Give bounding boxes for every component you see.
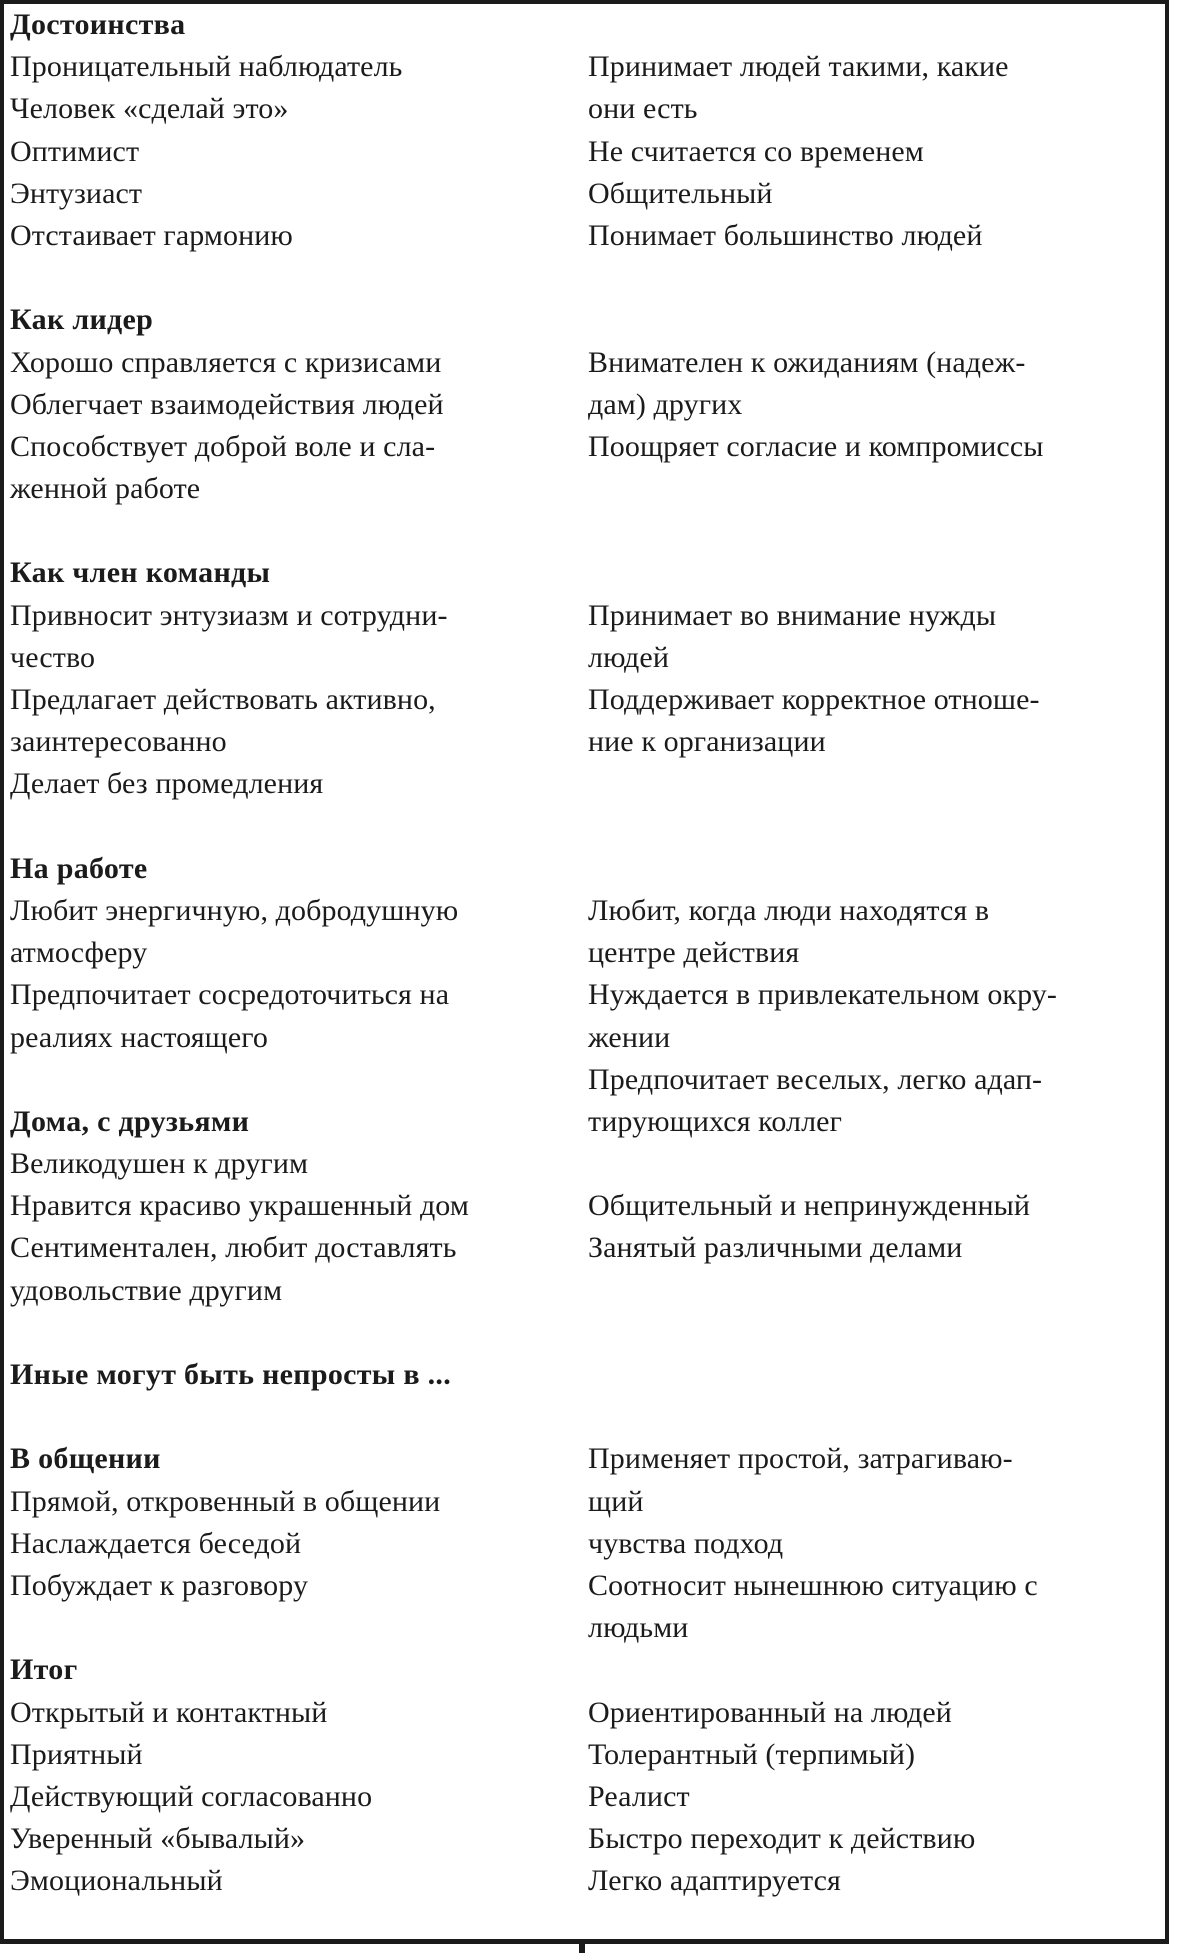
text-line-left-25: реалиях настоящего	[10, 1020, 268, 1054]
text-line-right-13	[588, 510, 1163, 552]
text-line-right-22: Любит, когда люди находятся в	[588, 893, 990, 927]
text-line-left-31: удовольствие другим	[10, 1273, 283, 1307]
text-line-right-14	[588, 552, 1163, 594]
text-line-left-30: Сентиментален, любит доставлять	[10, 1231, 457, 1265]
text-line-left-27: Дома, с друзьями	[10, 1104, 250, 1138]
text-line-right-16: людей	[588, 640, 669, 674]
text-line-right-4: Не считается со временем	[588, 134, 924, 168]
text-line-left-13	[10, 510, 585, 552]
text-line-left-40: Итог	[10, 1653, 78, 1687]
text-line-left-34	[10, 1396, 585, 1438]
text-line-right-27: тирующихся коллег	[588, 1104, 843, 1138]
text-line-right-7	[588, 257, 1163, 299]
text-line-right-39: людьми	[588, 1611, 689, 1645]
text-line-left-33: Иные могут быть непросты в ...	[10, 1358, 452, 1391]
text-line-left-20	[10, 806, 585, 848]
text-line-right-20	[588, 806, 1163, 848]
text-line-right-28	[588, 1143, 1163, 1185]
text-line-right-26: Предпочитает веселых, легко адап-	[588, 1062, 1043, 1096]
text-line-right-1	[588, 4, 1163, 46]
text-line-left-1: Достоинства	[10, 8, 186, 41]
text-line-left-2: Проницательный наблюдатель	[10, 50, 403, 84]
text-line-left-11: Способствует доброй воле и сла-	[10, 429, 436, 463]
text-line-right-44: Быстро переходит к действию	[588, 1822, 976, 1856]
left-column	[10, 4, 585, 1902]
text-line-left-35: В общении	[10, 1442, 161, 1476]
text-line-left-19: Делает без промедления	[10, 767, 324, 801]
text-line-right-25: жении	[588, 1020, 671, 1054]
text-line-right-35: Применяет простой, затрагиваю-	[588, 1442, 1013, 1476]
text-line-right-8	[588, 299, 1163, 341]
right-column	[588, 4, 1163, 1902]
text-line-right-31	[588, 1270, 1163, 1312]
text-line-left-29: Нравится красиво украшенный дом	[10, 1189, 469, 1223]
text-line-left-44: Уверенный «бывалый»	[10, 1822, 306, 1856]
text-line-left-21: На работе	[10, 851, 148, 885]
text-line-left-4: Оптимист	[10, 134, 140, 168]
text-line-left-7	[10, 257, 585, 299]
text-line-right-3: они есть	[588, 92, 698, 126]
text-line-left-32	[10, 1312, 585, 1354]
text-line-left-38: Побуждает к разговору	[10, 1568, 309, 1602]
text-line-right-17: Поддерживает корректное отноше-	[588, 683, 1040, 716]
text-line-left-22: Любит энергичную, добродушную	[10, 893, 459, 927]
text-line-right-38: Соотносит нынешнюю ситуацию с	[588, 1568, 1038, 1602]
text-line-right-24: Нуждается в привлекательном окру-	[588, 978, 1057, 1012]
text-line-right-40	[588, 1649, 1163, 1691]
text-line-right-9: Внимателен к ожиданиям (надеж-	[588, 345, 1026, 379]
text-line-right-12	[588, 468, 1163, 510]
text-line-right-5: Общительный	[588, 176, 773, 210]
text-line-left-17: Предлагает действовать активно,	[10, 683, 436, 716]
text-line-left-6: Отстаивает гармонию	[10, 218, 293, 252]
text-line-left-16: чество	[10, 640, 96, 674]
text-line-left-41: Открытый и контактный	[10, 1695, 328, 1729]
text-line-left-45: Эмоциональный	[10, 1864, 223, 1898]
text-line-left-23: атмосферу	[10, 936, 148, 970]
text-line-left-5: Энтузиаст	[10, 176, 143, 210]
text-line-left-43: Действующий согласованно	[10, 1779, 373, 1813]
text-line-left-14: Как член команды	[10, 556, 271, 590]
text-line-right-6: Понимает большинство людей	[588, 218, 983, 252]
text-line-right-33	[588, 1354, 1163, 1396]
text-line-right-45: Легко адаптируется	[588, 1864, 841, 1898]
text-line-right-21	[588, 848, 1163, 890]
text-line-right-18: ние к организации	[588, 725, 826, 759]
text-line-right-19	[588, 763, 1163, 805]
text-line-right-32	[588, 1312, 1163, 1354]
text-line-left-28: Великодушен к другим	[10, 1147, 309, 1181]
text-line-right-23: центре действия	[588, 936, 800, 970]
text-line-left-15: Привносит энтузиазм и сотрудни-	[10, 598, 448, 632]
text-line-right-11: Поощряет согласие и компромиссы	[588, 429, 1044, 463]
text-line-left-8: Как лидер	[10, 303, 154, 337]
text-line-right-15: Принимает во внимание нужды	[588, 598, 997, 632]
text-line-right-10: дам) других	[588, 387, 743, 421]
text-line-left-3: Человек «сделай это»	[10, 92, 289, 126]
text-line-left-9: Хорошо справляется с кризисами	[10, 345, 442, 379]
text-line-left-36: Прямой, откровенный в общении	[10, 1484, 441, 1518]
text-line-right-43: Реалист	[588, 1779, 690, 1813]
text-line-left-37: Наслаждается беседой	[10, 1526, 302, 1560]
text-line-right-34	[588, 1396, 1163, 1438]
text-line-right-36: щий	[588, 1484, 644, 1518]
text-line-left-10: Облегчает взаимодействия людей	[10, 387, 444, 421]
text-line-right-37: чувства подход	[588, 1526, 784, 1560]
text-line-left-12: женной работе	[10, 472, 201, 506]
text-line-left-24: Предпочитает сосредоточиться на	[10, 978, 450, 1012]
text-line-right-42: Толерантный (терпимый)	[588, 1737, 916, 1771]
text-line-right-2: Принимает людей такими, какие	[588, 50, 1009, 84]
next-row-divider-tick	[579, 1944, 585, 1953]
text-line-right-30: Занятый различными делами	[588, 1231, 963, 1265]
text-line-right-41: Ориентированный на людей	[588, 1695, 952, 1729]
text-line-left-42: Приятный	[10, 1737, 143, 1771]
text-line-left-39	[10, 1607, 585, 1649]
text-line-left-18: заинтересованно	[10, 725, 227, 759]
text-line-right-29: Общительный и непринужденный	[588, 1189, 1031, 1223]
text-line-left-26	[10, 1059, 585, 1101]
